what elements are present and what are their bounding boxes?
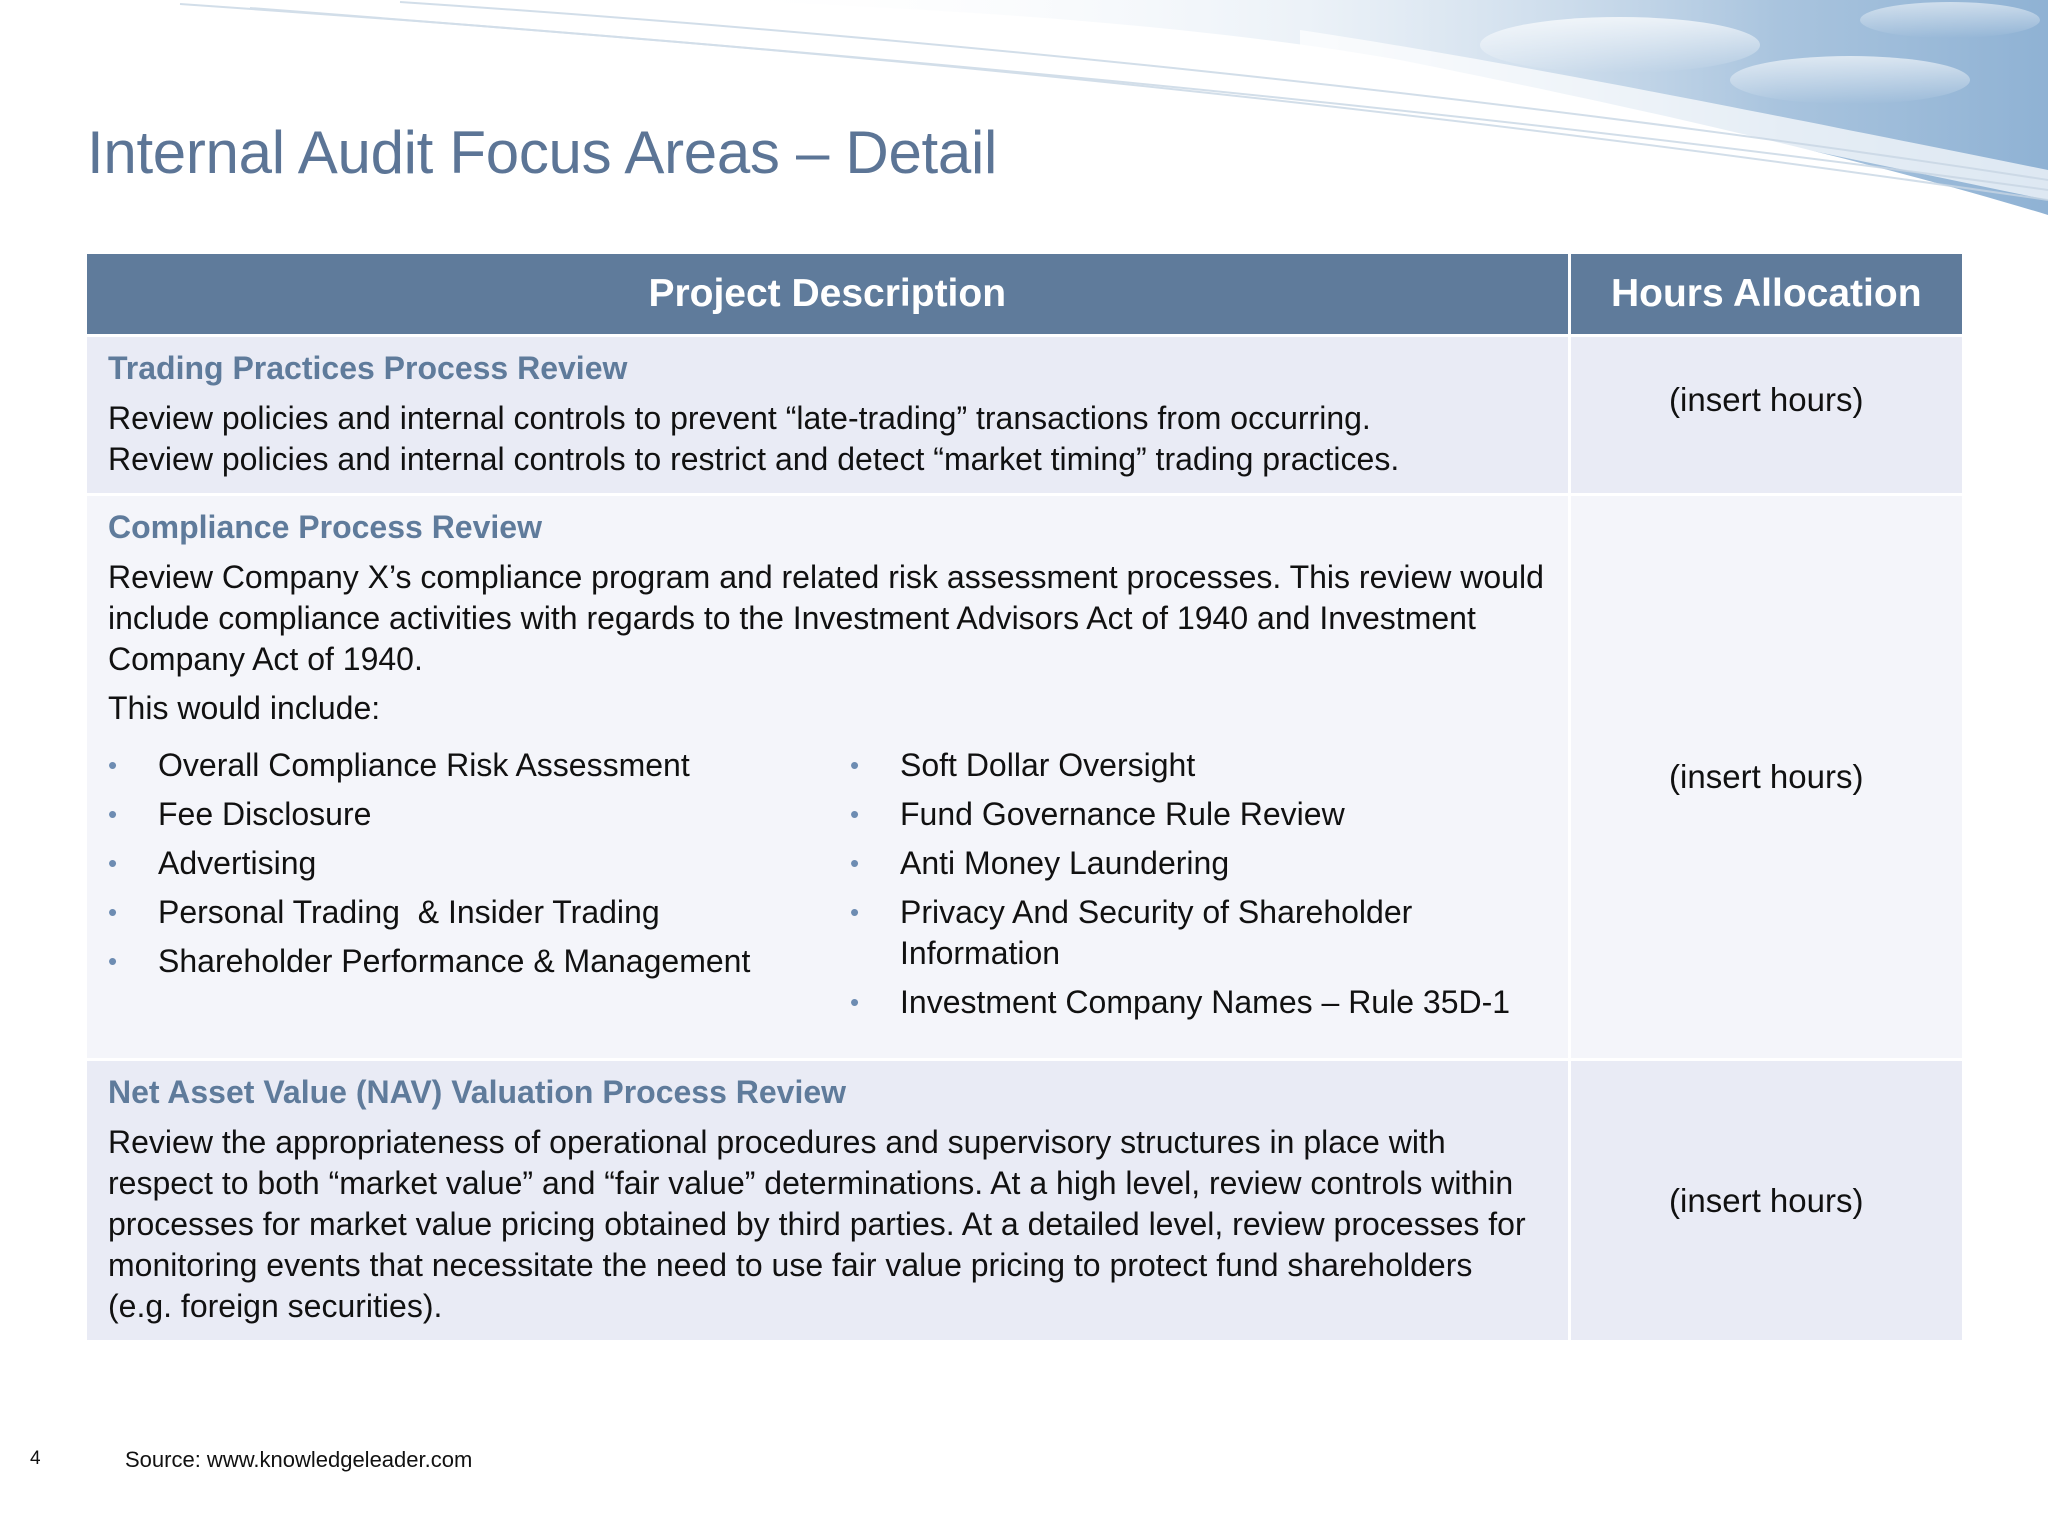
list-item: • Shareholder Performance & Management [108,941,850,982]
source-note: Source: www.knowledgeleader.com [125,1447,473,1472]
bullet-columns [108,745,1549,1031]
bullet-icon: • [108,750,118,780]
page-number: 4 [30,1448,41,1469]
row-heading: Trading Practices Process Review [108,350,628,386]
table-row-nav-valuation [87,1060,1962,1341]
list-item: • Soft Dollar Oversight [850,745,1549,786]
bullet-icon: • [850,987,860,1017]
row-heading: Compliance Process Review [108,509,542,545]
bullet-icon: • [108,848,118,878]
list-item: • Fee Disclosure [108,794,850,835]
header-project-description: Project Description [87,254,1569,336]
list-item: • Personal Trading & Insider Trading [108,892,850,933]
list-item: • Investment Company Names – Rule 35D-1 [850,982,1549,1023]
list-item: • Advertising [108,843,850,884]
row-paragraph: Review policies and internal controls to restrict and detect “market timing” trading practices. [108,441,1400,477]
bullet-icon: • [850,750,860,780]
list-item: • Privacy And Security of Shareholder Information [850,894,1413,971]
table-row-trading-practices [87,336,1962,495]
table-header-row [87,254,1962,336]
hours-cell: (insert hours) [1569,336,1962,495]
row-paragraph: This would include: [108,690,381,726]
table-row-compliance [87,495,1962,1060]
row-paragraph: Review Company X’s compliance program and related risk assessment processes. This review would include compliance activities with regards to the Investment Advisors Act of 1940 and Investment Company Act of 1940. [108,559,1544,677]
slide-title: Internal Audit Focus Areas – Detail [87,119,998,186]
description-cell [87,495,1569,1060]
hours-cell: (insert hours) [1569,495,1962,1060]
bullet-icon: • [850,799,860,829]
bullet-icon: • [850,897,860,927]
bullet-icon: • [108,946,118,976]
bullet-icon: • [850,848,860,878]
description-cell [87,336,1569,495]
list-item: • Overall Compliance Risk Assessment [108,745,850,786]
header-hours-allocation: Hours Allocation [1569,254,1962,336]
list-item: • Fund Governance Rule Review [850,794,1549,835]
focus-areas-table [87,254,1962,1340]
hours-cell: (insert hours) [1569,1060,1962,1341]
bullet-icon: • [108,897,118,927]
row-heading: Net Asset Value (NAV) Valuation Process Review [108,1074,847,1110]
bullet-list-left [108,745,850,1031]
row-paragraph: Review the appropriateness of operational procedures and supervisory structures in place with respect to both “market value” and “fair value” determinations. At a high level, review controls within processes for market value pricing obtained by third parties. At a detailed level, review processes for monitoring events that necessitate the need to use fair value pricing to protect fund shareholders (e.g. foreign securities). [108,1124,1526,1324]
row-paragraph: Review policies and internal controls to prevent “late-trading” transactions from occurring. [108,400,1371,436]
description-cell [87,1060,1569,1341]
list-item: • Anti Money Laundering [850,843,1549,884]
bullet-list-right [850,745,1549,1031]
bullet-icon: • [108,799,118,829]
